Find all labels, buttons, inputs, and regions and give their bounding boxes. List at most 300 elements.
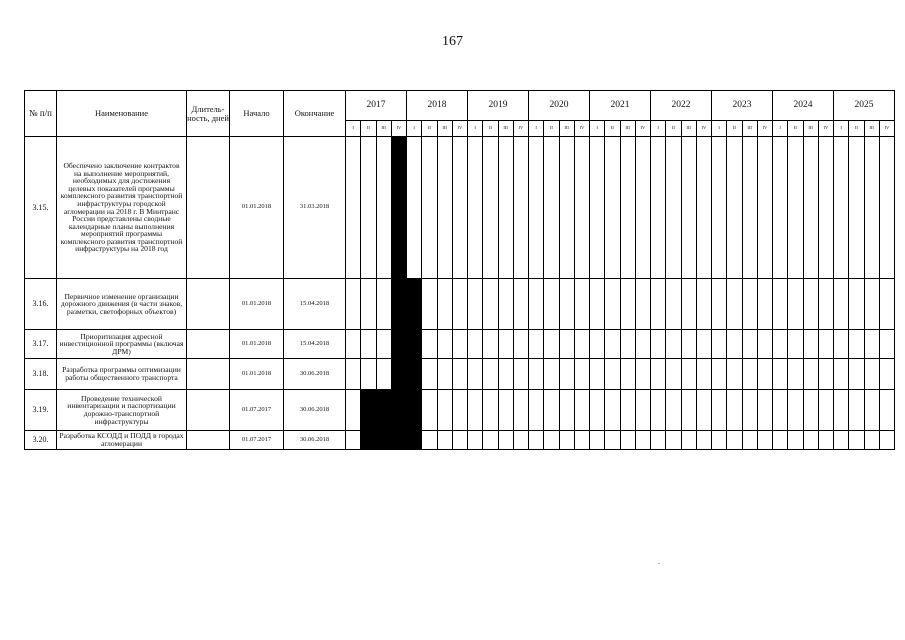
- quarter-cell: [834, 330, 849, 359]
- header-name: Наименование: [57, 91, 187, 137]
- quarter-cell: [620, 279, 635, 330]
- quarter-cell: [681, 137, 696, 279]
- quarter-header-2021-1: I: [590, 121, 605, 137]
- row-duration: [187, 359, 230, 390]
- quarter-cell: [376, 330, 391, 359]
- quarter-cell: [651, 330, 666, 359]
- quarter-cell: [468, 279, 483, 330]
- gantt-bar-cell: [407, 431, 422, 450]
- quarter-cell: [590, 330, 605, 359]
- quarter-cell: [864, 330, 879, 359]
- quarter-cell: [651, 359, 666, 390]
- quarter-cell: [818, 359, 833, 390]
- quarter-cell: [712, 137, 727, 279]
- row-duration: [187, 137, 230, 279]
- quarter-cell: [452, 431, 467, 450]
- row-num: 3.16.: [25, 279, 57, 330]
- quarter-cell: [529, 359, 544, 390]
- quarter-header-2017-1: I: [346, 121, 361, 137]
- quarter-cell: [620, 330, 635, 359]
- quarter-cell: [788, 431, 803, 450]
- quarter-cell: [529, 431, 544, 450]
- quarter-cell: [681, 330, 696, 359]
- quarter-cell: [788, 330, 803, 359]
- quarter-cell: [452, 390, 467, 431]
- quarter-header-2024-3: III: [803, 121, 818, 137]
- quarter-cell: [696, 279, 711, 330]
- quarter-cell: [422, 359, 437, 390]
- quarter-cell: [834, 431, 849, 450]
- quarter-cell: [605, 390, 620, 431]
- quarter-cell: [757, 137, 772, 279]
- quarter-cell: [361, 137, 376, 279]
- quarter-cell: [376, 279, 391, 330]
- year-header-2019: 2019: [468, 91, 529, 121]
- quarter-cell: [727, 137, 742, 279]
- quarter-header-2017-4: IV: [391, 121, 406, 137]
- quarter-header-2020-1: I: [529, 121, 544, 137]
- quarter-cell: [346, 390, 361, 431]
- row-num: 3.18.: [25, 359, 57, 390]
- quarter-cell: [452, 330, 467, 359]
- quarter-header-2021-4: IV: [635, 121, 650, 137]
- quarter-cell: [666, 137, 681, 279]
- quarter-cell: [635, 390, 650, 431]
- quarter-cell: [513, 330, 528, 359]
- quarter-cell: [773, 431, 788, 450]
- quarter-cell: [803, 431, 818, 450]
- quarter-cell: [468, 137, 483, 279]
- quarter-cell: [574, 390, 589, 431]
- quarter-header-2024-1: I: [773, 121, 788, 137]
- quarter-cell: [681, 431, 696, 450]
- quarter-cell: [483, 359, 498, 390]
- quarter-cell: [422, 431, 437, 450]
- quarter-cell: [879, 279, 894, 330]
- quarter-cell: [437, 390, 452, 431]
- quarter-cell: [346, 279, 361, 330]
- table-row: [25, 330, 895, 359]
- quarter-cell: [468, 359, 483, 390]
- quarter-cell: [605, 137, 620, 279]
- quarter-cell: [620, 137, 635, 279]
- quarter-cell: [559, 390, 574, 431]
- row-name: Разработка программы оптимизации работы общественного транспорта: [57, 359, 187, 390]
- row-end: 30.06.2018: [284, 359, 346, 390]
- quarter-cell: [376, 359, 391, 390]
- quarter-cell: [818, 431, 833, 450]
- quarter-header-2017-2: II: [361, 121, 376, 137]
- gantt-bar-cell: [391, 359, 406, 390]
- quarter-cell: [437, 279, 452, 330]
- row-end: 30.06.2018: [284, 431, 346, 450]
- gantt-bar-cell: [407, 390, 422, 431]
- quarter-cell: [666, 390, 681, 431]
- quarter-header-2025-1: I: [834, 121, 849, 137]
- quarter-cell: [635, 279, 650, 330]
- quarter-header-2018-1: I: [407, 121, 422, 137]
- quarter-header-2020-3: III: [559, 121, 574, 137]
- quarter-cell: [529, 279, 544, 330]
- quarter-header-2018-4: IV: [452, 121, 467, 137]
- quarter-header-2025-4: IV: [879, 121, 894, 137]
- quarter-cell: [422, 390, 437, 431]
- quarter-cell: [803, 330, 818, 359]
- quarter-cell: [773, 330, 788, 359]
- table-row: [25, 431, 895, 450]
- quarter-cell: [574, 279, 589, 330]
- gantt-bar-cell: [391, 390, 406, 431]
- quarter-cell: [620, 431, 635, 450]
- quarter-cell: [803, 359, 818, 390]
- row-end: 15.04.2018: [284, 279, 346, 330]
- quarter-cell: [879, 330, 894, 359]
- quarter-cell: [773, 279, 788, 330]
- quarter-cell: [590, 390, 605, 431]
- row-num: 3.15.: [25, 137, 57, 279]
- row-end: 15.04.2018: [284, 330, 346, 359]
- quarter-header-2018-2: II: [422, 121, 437, 137]
- header-duration: Длитель-ность, дней: [187, 91, 230, 137]
- quarter-cell: [803, 279, 818, 330]
- quarter-header-2020-4: IV: [574, 121, 589, 137]
- quarter-cell: [483, 137, 498, 279]
- quarter-cell: [468, 431, 483, 450]
- table-row: [25, 279, 895, 330]
- table-row: [25, 137, 895, 279]
- quarter-cell: [773, 137, 788, 279]
- quarter-cell: [605, 279, 620, 330]
- quarter-cell: [590, 359, 605, 390]
- quarter-cell: [559, 137, 574, 279]
- quarter-cell: [666, 431, 681, 450]
- table-row: [25, 390, 895, 431]
- quarter-cell: [712, 431, 727, 450]
- quarter-cell: [544, 359, 559, 390]
- quarter-cell: [712, 330, 727, 359]
- quarter-header-2022-2: II: [666, 121, 681, 137]
- quarter-cell: [879, 431, 894, 450]
- quarter-cell: [346, 137, 361, 279]
- quarter-cell: [803, 390, 818, 431]
- quarter-cell: [818, 279, 833, 330]
- row-name: Первичное изменение организации дорожного движения (в части знаков, разметки, светофорных объектов): [57, 279, 187, 330]
- quarter-cell: [635, 359, 650, 390]
- row-start: 01.07.2017: [230, 431, 284, 450]
- quarter-header-2024-4: IV: [818, 121, 833, 137]
- quarter-cell: [559, 279, 574, 330]
- quarter-cell: [864, 431, 879, 450]
- quarter-cell: [864, 137, 879, 279]
- quarter-header-2019-1: I: [468, 121, 483, 137]
- quarter-cell: [468, 390, 483, 431]
- quarter-header-2025-3: III: [864, 121, 879, 137]
- quarter-cell: [788, 390, 803, 431]
- quarter-cell: [635, 330, 650, 359]
- year-header-2017: 2017: [346, 91, 407, 121]
- year-header-2024: 2024: [773, 91, 834, 121]
- gantt-bar-cell: [391, 431, 406, 450]
- quarter-header-2023-3: III: [742, 121, 757, 137]
- quarter-header-2022-4: IV: [696, 121, 711, 137]
- quarter-cell: [696, 359, 711, 390]
- header-end: Окончание: [284, 91, 346, 137]
- quarter-header-2023-2: II: [727, 121, 742, 137]
- row-name: Разработка КСОДД и ПОДД в городах агломерации: [57, 431, 187, 450]
- quarter-header-2019-3: III: [498, 121, 513, 137]
- quarter-cell: [483, 330, 498, 359]
- quarter-cell: [498, 137, 513, 279]
- quarter-header-2020-2: II: [544, 121, 559, 137]
- quarter-cell: [742, 137, 757, 279]
- quarter-header-2021-3: III: [620, 121, 635, 137]
- quarter-cell: [696, 137, 711, 279]
- row-name: Приоритизация адресной инвестиционной программы (включая ДРМ): [57, 330, 187, 359]
- quarter-cell: [727, 279, 742, 330]
- quarter-cell: [498, 359, 513, 390]
- row-end: 30.06.2018: [284, 390, 346, 431]
- row-name: Проведение технической инвентаризации и паспортизации дорожно-транспортной инфраструктуры: [57, 390, 187, 431]
- quarter-cell: [529, 137, 544, 279]
- row-num: 3.17.: [25, 330, 57, 359]
- quarter-cell: [788, 279, 803, 330]
- quarter-cell: [727, 431, 742, 450]
- quarter-cell: [651, 431, 666, 450]
- quarter-cell: [513, 390, 528, 431]
- quarter-cell: [696, 330, 711, 359]
- quarter-cell: [559, 330, 574, 359]
- quarter-cell: [483, 431, 498, 450]
- year-header-2021: 2021: [590, 91, 651, 121]
- quarter-header-2023-4: IV: [757, 121, 772, 137]
- quarter-cell: [376, 137, 391, 279]
- quarter-cell: [834, 359, 849, 390]
- quarter-cell: [513, 279, 528, 330]
- row-start: 01.01.2018: [230, 137, 284, 279]
- quarter-header-2019-4: IV: [513, 121, 528, 137]
- quarter-cell: [681, 359, 696, 390]
- quarter-cell: [498, 279, 513, 330]
- quarter-cell: [605, 359, 620, 390]
- quarter-cell: [818, 330, 833, 359]
- year-header-2023: 2023: [712, 91, 773, 121]
- quarter-cell: [742, 359, 757, 390]
- scan-speck: [658, 563, 660, 564]
- gantt-bar-cell: [391, 279, 406, 330]
- quarter-cell: [757, 279, 772, 330]
- quarter-cell: [452, 359, 467, 390]
- quarter-cell: [834, 390, 849, 431]
- quarter-cell: [422, 137, 437, 279]
- year-header-2022: 2022: [651, 91, 712, 121]
- quarter-cell: [849, 279, 864, 330]
- quarter-cell: [681, 279, 696, 330]
- quarter-cell: [605, 431, 620, 450]
- quarter-header-2024-2: II: [788, 121, 803, 137]
- quarter-cell: [879, 359, 894, 390]
- quarter-cell: [696, 390, 711, 431]
- gantt-bar-cell: [391, 330, 406, 359]
- quarter-cell: [437, 431, 452, 450]
- row-duration: [187, 431, 230, 450]
- gantt-bar-cell: [376, 431, 391, 450]
- quarter-cell: [498, 390, 513, 431]
- quarter-cell: [620, 359, 635, 390]
- row-duration: [187, 279, 230, 330]
- quarter-cell: [849, 390, 864, 431]
- quarter-cell: [727, 390, 742, 431]
- quarter-cell: [803, 137, 818, 279]
- gantt-bar-cell: [407, 359, 422, 390]
- quarter-cell: [346, 330, 361, 359]
- quarter-cell: [513, 431, 528, 450]
- quarter-cell: [879, 390, 894, 431]
- quarter-cell: [849, 330, 864, 359]
- quarter-cell: [788, 359, 803, 390]
- quarter-header-2018-3: III: [437, 121, 452, 137]
- quarter-cell: [437, 359, 452, 390]
- quarter-cell: [483, 279, 498, 330]
- gantt-bar-cell: [391, 137, 406, 279]
- quarter-cell: [757, 390, 772, 431]
- quarter-cell: [590, 431, 605, 450]
- row-start: 01.07.2017: [230, 390, 284, 431]
- quarter-cell: [574, 431, 589, 450]
- quarter-cell: [742, 279, 757, 330]
- page-number: 167: [442, 34, 463, 49]
- gantt-bar-cell: [407, 330, 422, 359]
- quarter-cell: [468, 330, 483, 359]
- quarter-cell: [498, 330, 513, 359]
- header-num: № п/п: [25, 91, 57, 137]
- quarter-cell: [361, 330, 376, 359]
- quarter-cell: [834, 137, 849, 279]
- quarter-cell: [544, 279, 559, 330]
- gantt-bar-cell: [361, 390, 376, 431]
- quarter-cell: [727, 330, 742, 359]
- quarter-header-2025-2: II: [849, 121, 864, 137]
- quarter-cell: [864, 359, 879, 390]
- quarter-cell: [651, 279, 666, 330]
- gantt-bar-cell: [407, 279, 422, 330]
- quarter-cell: [437, 330, 452, 359]
- row-duration: [187, 330, 230, 359]
- gantt-bar-cell: [361, 431, 376, 450]
- quarter-cell: [712, 279, 727, 330]
- quarter-cell: [666, 330, 681, 359]
- quarter-cell: [849, 359, 864, 390]
- row-duration: [187, 390, 230, 431]
- quarter-cell: [407, 137, 422, 279]
- row-start: 01.01.2018: [230, 279, 284, 330]
- quarter-cell: [712, 359, 727, 390]
- quarter-cell: [559, 431, 574, 450]
- quarter-cell: [635, 137, 650, 279]
- quarter-header-2022-1: I: [651, 121, 666, 137]
- header-start: Начало: [230, 91, 284, 137]
- row-num: 3.19.: [25, 390, 57, 431]
- quarter-cell: [651, 390, 666, 431]
- quarter-cell: [681, 390, 696, 431]
- quarter-cell: [483, 390, 498, 431]
- quarter-cell: [864, 390, 879, 431]
- quarter-cell: [666, 279, 681, 330]
- quarter-cell: [544, 390, 559, 431]
- quarter-cell: [574, 137, 589, 279]
- quarter-cell: [452, 137, 467, 279]
- quarter-cell: [696, 431, 711, 450]
- quarter-cell: [818, 390, 833, 431]
- quarter-cell: [864, 279, 879, 330]
- quarter-cell: [712, 390, 727, 431]
- quarter-header-2021-2: II: [605, 121, 620, 137]
- row-name: Обеспечено заключение контрактов на выполнение мероприятий, необходимых для достижения целевых показателей программы комплексного развития транспортной инфраструктуры городской агломерации на 2018 г. В Минтранс России представлены сводные календарные планы выполнения мероприятий программы комплексного развития транспортной инфраструктуры на 2018 год: [57, 137, 187, 279]
- quarter-cell: [620, 390, 635, 431]
- quarter-cell: [544, 137, 559, 279]
- row-end: 31.03.2018: [284, 137, 346, 279]
- year-header-2020: 2020: [529, 91, 590, 121]
- quarter-cell: [346, 359, 361, 390]
- quarter-cell: [849, 431, 864, 450]
- row-start: 01.01.2018: [230, 330, 284, 359]
- quarter-cell: [742, 330, 757, 359]
- quarter-cell: [529, 330, 544, 359]
- quarter-cell: [544, 431, 559, 450]
- quarter-cell: [559, 359, 574, 390]
- year-header-2018: 2018: [407, 91, 468, 121]
- quarter-cell: [757, 359, 772, 390]
- quarter-cell: [635, 431, 650, 450]
- row-start: 01.01.2018: [230, 359, 284, 390]
- quarter-cell: [590, 137, 605, 279]
- quarter-cell: [529, 390, 544, 431]
- quarter-cell: [437, 137, 452, 279]
- quarter-cell: [727, 359, 742, 390]
- quarter-header-2019-2: II: [483, 121, 498, 137]
- quarter-cell: [513, 359, 528, 390]
- table-row: [25, 359, 895, 390]
- gantt-table: [24, 90, 895, 450]
- quarter-cell: [742, 431, 757, 450]
- quarter-header-2017-3: III: [376, 121, 391, 137]
- quarter-cell: [452, 279, 467, 330]
- quarter-cell: [773, 359, 788, 390]
- quarter-cell: [818, 137, 833, 279]
- quarter-cell: [666, 359, 681, 390]
- quarter-cell: [498, 431, 513, 450]
- quarter-cell: [788, 137, 803, 279]
- quarter-cell: [574, 359, 589, 390]
- quarter-header-2022-3: III: [681, 121, 696, 137]
- row-num: 3.20.: [25, 431, 57, 450]
- quarter-cell: [422, 279, 437, 330]
- quarter-cell: [544, 330, 559, 359]
- quarter-cell: [605, 330, 620, 359]
- quarter-cell: [757, 330, 772, 359]
- quarter-cell: [834, 279, 849, 330]
- quarter-cell: [849, 137, 864, 279]
- quarter-cell: [361, 279, 376, 330]
- quarter-cell: [773, 390, 788, 431]
- gantt-bar-cell: [376, 390, 391, 431]
- quarter-cell: [590, 279, 605, 330]
- quarter-cell: [574, 330, 589, 359]
- quarter-cell: [513, 137, 528, 279]
- quarter-cell: [346, 431, 361, 450]
- year-header-2025: 2025: [834, 91, 895, 121]
- quarter-cell: [742, 390, 757, 431]
- quarter-cell: [651, 137, 666, 279]
